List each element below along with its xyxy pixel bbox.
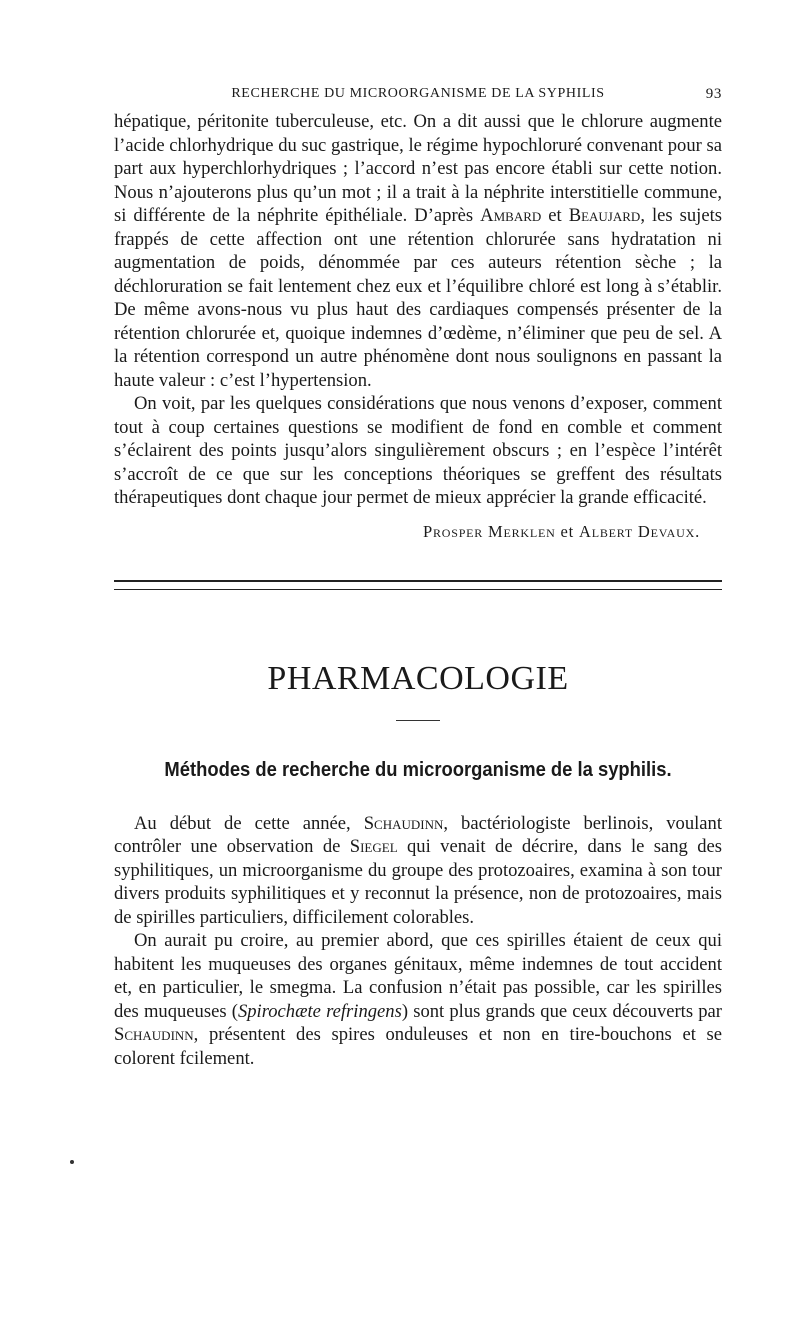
author-name: Schaudinn [363,812,444,834]
signature-author-2: Albert Devaux. [578,521,700,541]
previous-article-body [114,110,722,510]
author-name: Siegel [349,836,398,857]
signature [114,522,722,542]
text-segment: Au début de cette année, [134,812,364,834]
text-segment: , présentent des spires onduleuses et non en tire-bouchons et se colorent fcilement. [114,1024,722,1069]
text-segment: et [541,205,569,226]
print-speck [70,1160,74,1164]
text-segment: qui venait de décrire, dans le sang des syphilitiques, un microorganisme du groupe des protozoaires, examina à son tour divers produits syphilitiques et y reconnut la présence, non de protozoaires, mais de spirilles particuliers, difficilement colorables. [114,836,722,928]
paragraph [114,392,722,510]
running-head [114,80,722,110]
page [114,80,722,1070]
signature-author-1: Prosper Merklen [422,521,556,541]
paragraph [114,110,722,392]
page-number: 93 [705,86,722,102]
section-divider [114,580,722,590]
text-segment: On voit, par les quelques considérations que nous venons d’exposer, comment tout à coup certaines questions se modifient de fond en comble et comment s’éclairent des points jusqu’alors singulièrement obscurs ; en l’espèce l’intérêt s’accroît de ce que sur les conceptions théoriques se greffent des résultats thérapeutiques dont chaque jour permet de mieux apprécier la grande efficacité. [114,393,722,508]
signature-conjunction: et [555,521,579,541]
species-name: Spirochæte refringens [237,1000,402,1022]
paragraph [114,812,722,930]
text-segment: On aurait pu croire, au premier abord, que ces spirilles étaient de ceux qui habitent les muqueuses des organes génitaux, même indemnes de tout accident et, en particulier, le smegma. La confusion n’était pas possible, car les spirilles des muqueuses ( [114,930,722,1022]
running-title: RECHERCHE DU MICROORGANISME DE LA SYPHILIS [231,86,605,101]
text-segment: , bactériologiste berlinois, voulant contrôler une observation de [114,812,723,857]
article-body [114,812,722,1071]
text-segment: hépatique, péritonite tuberculeuse, etc. On a dit aussi que le chlorure augmente l’acide chlorhydrique du suc gastrique, le régime hypochloruré convenant pour sa part aux hyperchlorhydriques ; l’accord n’est pas encore établi sur cette notion. Nous n’ajouterons plus qu’un mot ; il a trait à la néphrite interstitielle commune, si différente de la néphrite épithéliale. D’après [114,111,722,226]
text-segment: , les sujets frappés de cette affection ont une rétention chlorurée sans hydratation ni augmentation de poids, dénommée par ces auteurs rétention sèche ; la déchloruration se fait lentement chez eux et l’équilibre chloré est long à s’établir. De même avons-nous vu plus haut des cardiaques compensés présenter de la rétention chlorurée et, quoique indemnes d’œdème, n’éliminer que peu de sel. A la rétention correspond un autre phénomène dont nous soulignons en passant la haute valeur : c’est l’hypertension. [114,205,722,391]
author-name: Schaudinn [114,1024,194,1045]
author-name: Ambard [480,205,542,226]
paragraph [114,929,722,1070]
title-rule [396,720,440,721]
article-title: Méthodes de recherche du microorganisme de la syphilis. [164,758,672,781]
section-title: PHARMACOLOGIE [267,659,569,697]
text-segment: ) sont plus grands que ceux découverts par [401,1000,722,1022]
author-name: Beaujard [568,205,641,226]
